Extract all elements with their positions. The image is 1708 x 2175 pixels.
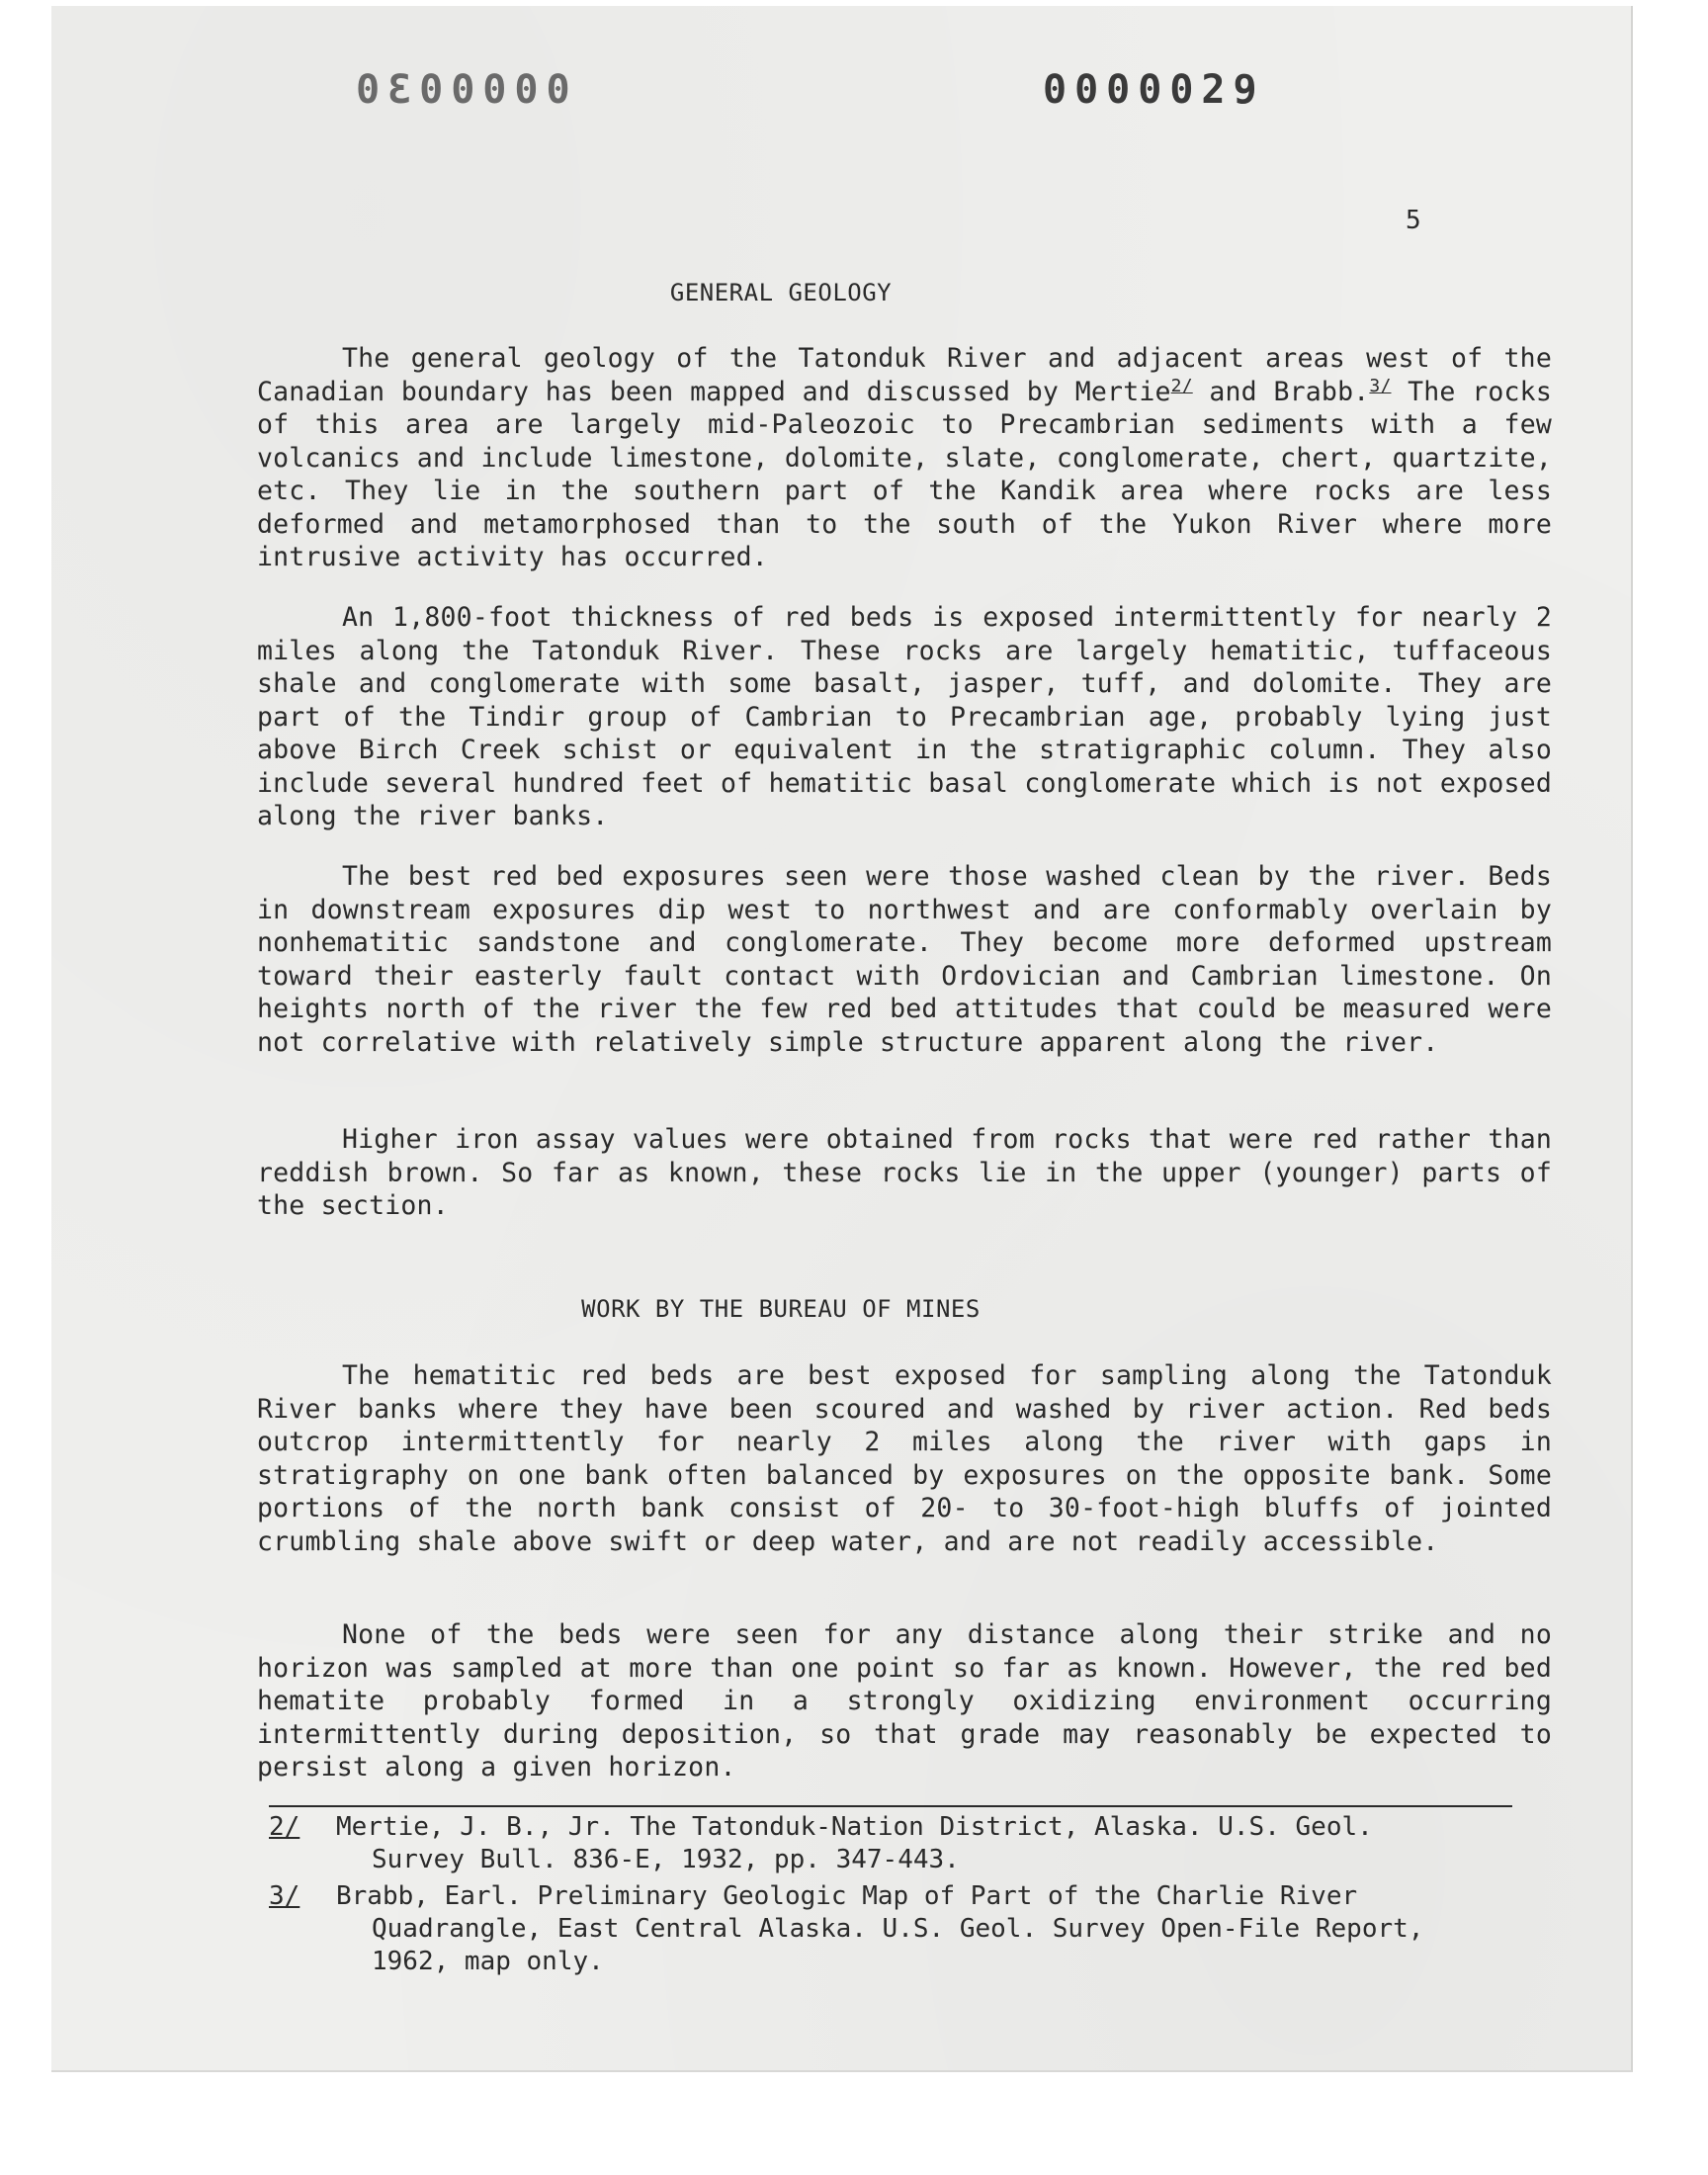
paragraph-red-bed-exposures: The best red bed exposures seen were those washed clean by the river. Beds in downstream exposures dip west to northwest and are conformably overlain by nonhematitic sandstone and conglomerate. They become more deformed upstream toward their easterly fault contact with Ordovician and Cambrian limestone. On heights north of the river the few red bed attitudes that could be measured were not correlative with relatively simple structure apparent along the river. xyxy=(257,861,1552,1058)
footnote-text-continued: Quadrangle, East Central Alaska. U.S. Geol. Survey Open-File Report, xyxy=(372,1914,1424,1944)
paragraph-text: and Brabb. xyxy=(1192,376,1370,407)
footnote-ref-2: 2/ xyxy=(1170,375,1193,396)
footnote-text-continued: 1962, map only. xyxy=(372,1947,604,1976)
paragraph-text: The general geology of the Tatonduk River and adjacent areas west of the Canadian boundary has been mapped and discussed by Mertie xyxy=(257,343,1552,407)
paragraph-geology-overview xyxy=(257,342,1552,574)
footnote-2 xyxy=(269,1811,1514,1876)
mirrored-stamp-number: 0000030 xyxy=(348,67,570,113)
footnote-ref-3: 3/ xyxy=(1369,375,1392,396)
section-heading-bureau-of-mines: WORK BY THE BUREAU OF MINES xyxy=(581,1295,981,1323)
footnote-text: Brabb, Earl. Preliminary Geologic Map of Part of the Charlie River xyxy=(336,1881,1358,1911)
paragraph-horizon-sampling: None of the beds were seen for any distance along their strike and no horizon was sampled at more than one point so far as known. However, the red bed hematite probably formed in a strongly oxidizing environment occurring intermittently during deposition, so that grade may reasonably be expected to persist along a given horizon. xyxy=(257,1619,1552,1783)
footnote-text-continued: Survey Bull. 836-E, 1932, pp. 347-443. xyxy=(372,1845,960,1874)
page-number: 5 xyxy=(1406,206,1421,235)
footnote-3 xyxy=(269,1880,1514,1978)
paragraph-text: The rocks of this area are largely mid-Paleozoic to Precambrian sediments with a few volcanics and include limestone, dolomite, slate, conglomerate, chert, quartzite, etc. They lie in the southern part of the Kandik area where rocks are less deformed and metamorphosed than to the south of the Yukon River where more intrusive activity has occurred. xyxy=(257,376,1552,572)
footnote-text: Mertie, J. B., Jr. The Tatonduk-Nation District, Alaska. U.S. Geol. xyxy=(336,1812,1373,1842)
footnote-divider xyxy=(269,1805,1512,1807)
paragraph-sampling-exposure: The hematitic red beds are best exposed for sampling along the Tatonduk River banks where they have been scoured and washed by river action. Red beds outcrop intermittently for nearly 2 miles along the river with gaps in stratigraphy on one bank often balanced by exposures on the opposite bank. Some portions of the north bank consist of 20- to 30-foot-high bluffs of jointed crumbling shale above swift or deep water, and are not readily accessible. xyxy=(257,1360,1552,1557)
footnote-mark: 2/ xyxy=(269,1812,300,1842)
paragraph-iron-assay: Higher iron assay values were obtained from rocks that were red rather than reddish brown. So far as known, these rocks lie in the upper (younger) parts of the section. xyxy=(257,1124,1552,1221)
section-heading-general-geology: GENERAL GEOLOGY xyxy=(669,279,893,306)
paragraph-red-beds-thickness: An 1,800-foot thickness of red beds is exposed intermittently for nearly 2 miles along the Tatonduk River. These rocks are largely hematitic, tuffaceous shale and conglomerate with some basalt, jasper, tuff, and dolomite. They are part of the Tindir group of Cambrian to Precambrian age, probably lying just above Birch Creek schist or equivalent in the stratigraphic column. They also include several hundred feet of hematitic basal conglomerate which is not exposed along the river banks. xyxy=(257,602,1552,831)
document-number-stamp: 0000029 xyxy=(1043,67,1265,113)
footnote-mark: 3/ xyxy=(269,1881,300,1911)
